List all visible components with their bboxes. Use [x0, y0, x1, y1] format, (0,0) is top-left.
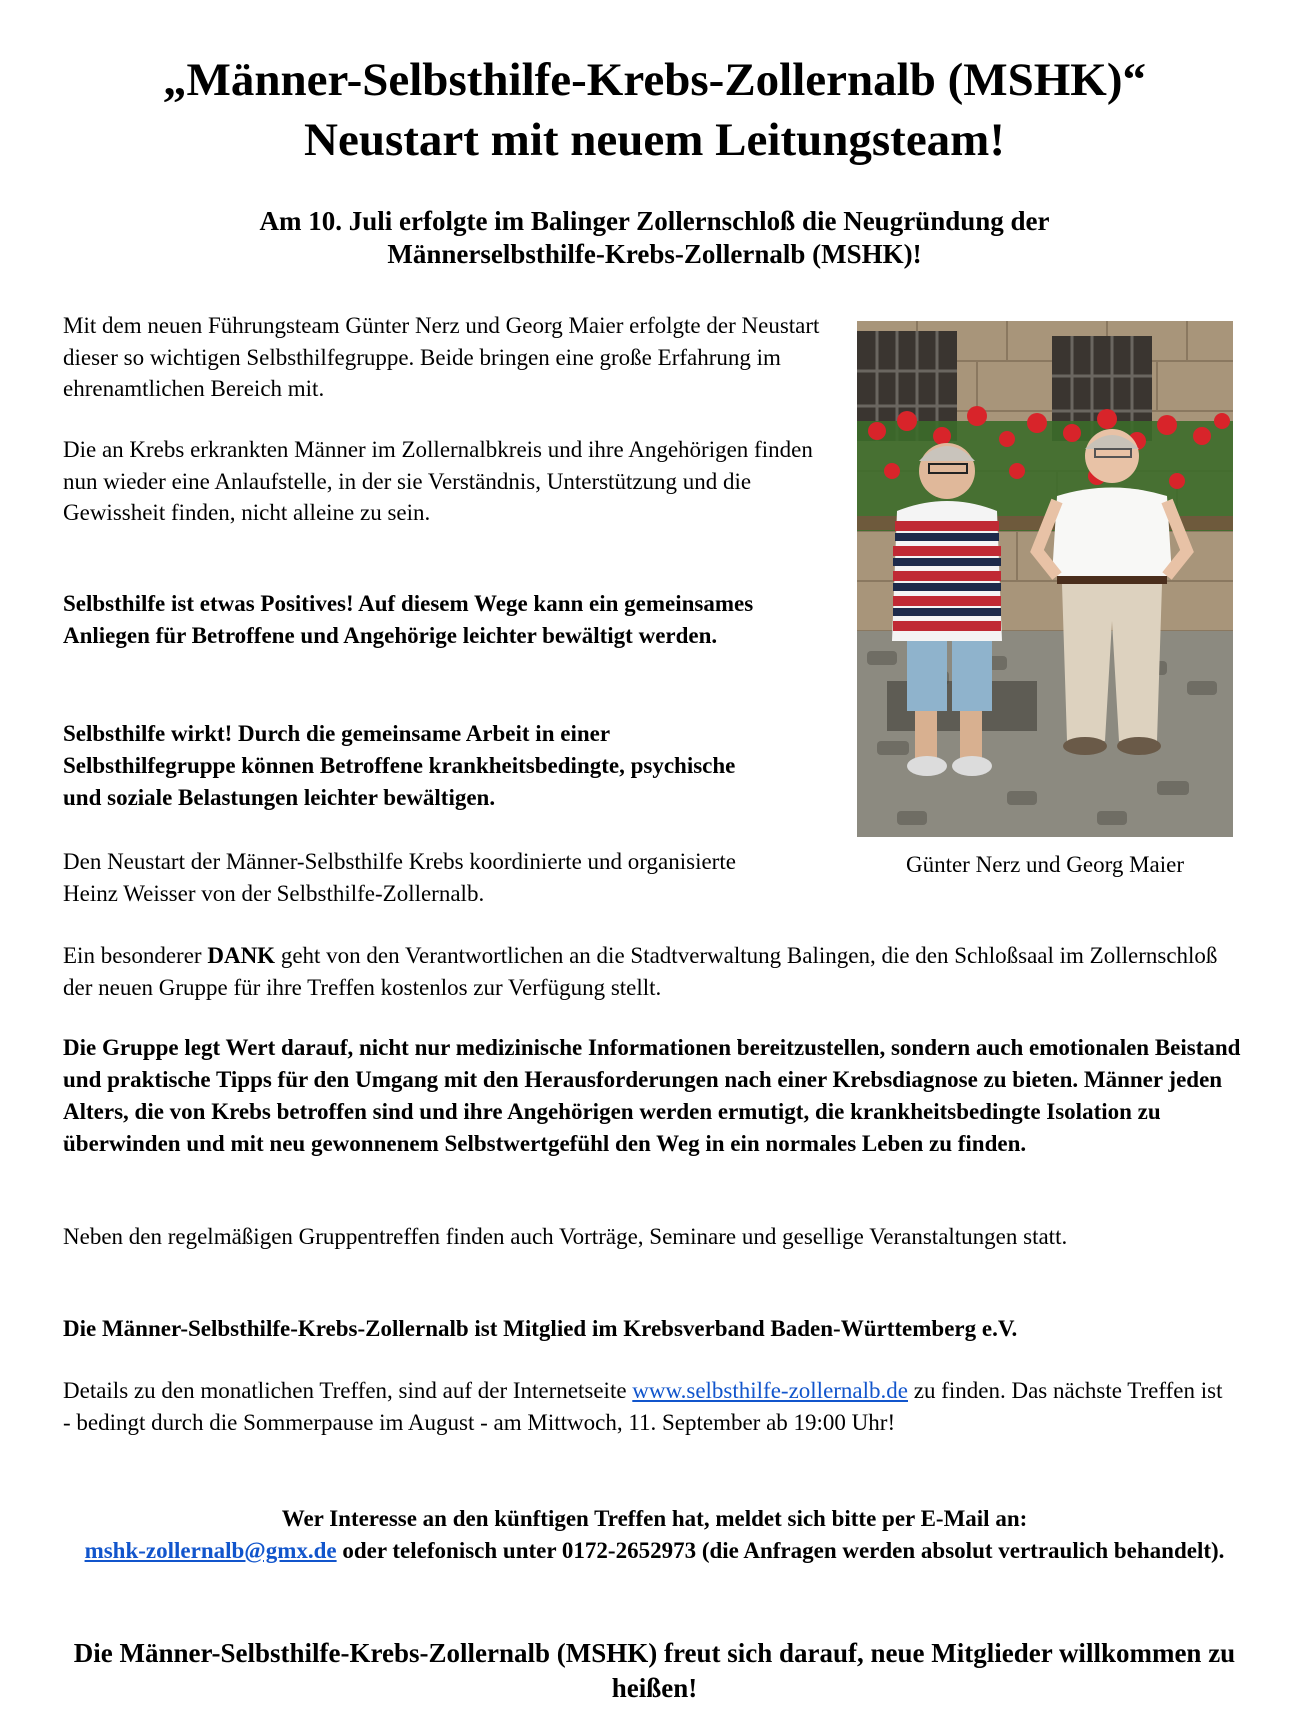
paragraph-self-help-works [63, 718, 763, 814]
closing-statement: Die Männer-Selbsthilfe-Krebs-Zollernalb (MSHK) freut sich darauf, neue Mitglieder willkommen zu heißen! [73, 1638, 1236, 1703]
paragraph-events: Neben den regelmäßigen Gruppentreffen finden auch Vorträge, Seminare und gesellige Veranstaltungen statt. [63, 1224, 1068, 1249]
thanks-dank: DANK [207, 943, 276, 968]
paragraph-thanks [63, 940, 1243, 1003]
meetings-text-b: zu finden. Das nächste Treffen ist - bedingt durch die Sommerpause im August - am Mittwoch, 11. September ab 19:00 Uhr! [63, 1378, 1223, 1435]
paragraph-group-mission: Die Gruppe legt Wert darauf, nicht nur medizinische Informationen bereitzustellen, sondern auch emotionalen Beistand und praktische Tipps für den Umgang mit den Herausforderungen nach einer Krebsdiagnose zu bieten. Männer jeden Alters, die von Krebs betroffen sind und ihre Angehörigen werden ermutigt, die krankheitsbedingte Isolation zu überwinden und mit neu gewonnenem Selbstwertgefühl den Weg in ein normales Leben zu finden. [63, 1035, 1241, 1156]
contact-phone-text: oder telefonisch unter 0172-2652973 (die Anfragen werden absolut vertraulich behandelt). [336, 1537, 1225, 1563]
contact-line-1: Wer Interesse an den künftigen Treffen hat, meldet sich bitte per E-Mail an: [281, 1506, 1028, 1531]
page-title [0, 50, 1309, 170]
paragraph-meetings [63, 1375, 1233, 1438]
self-help-works-period: . [489, 785, 496, 810]
self-help-works-bold: Selbsthilfe wirkt! Durch die gemeinsame Arbeit in einer Selbsthilfegruppe können Betroffene krankheitsbedingte, psychische und soziale Belastungen leichter bewältigen [63, 721, 736, 810]
photo-illustration [857, 321, 1233, 837]
paragraph-leadership: Mit dem neuen Führungsteam Günter Nerz und Georg Maier erfolgte der Neustart dieser so wichtigen Selbsthilfegruppe. Beide bringen eine große Erfahrung im ehrenamtlichen Bereich mit. [63, 313, 820, 401]
thanks-text-b: geht von den Verantwortlichen an die Stadtverwaltung Balingen, die den Schloßsaal im Zollernschloß der neuen Gruppe für ihre Treffen kostenlos zur Verfügung stellt. [63, 943, 1218, 1000]
thanks-text-a: Ein besonderer [63, 943, 208, 968]
paragraph-membership: Die Männer-Selbsthilfe-Krebs-Zollernalb ist Mitglied im Krebsverband Baden-Württemberg e.V. [63, 1316, 1018, 1341]
contact-line-2 [40, 1535, 1269, 1567]
paragraph-self-help-positive: Selbsthilfe ist etwas Positives! Auf diesem Wege kann ein gemeinsames Anliegen für Betroffene und Angehörige leichter bewältigt werden. [63, 591, 754, 648]
paragraph-contact-point: Die an Krebs erkrankten Männer im Zollernalbkreis und ihre Angehörigen finden nun wieder eine Anlaufstelle, in der sie Verständnis, Unterstützung und die Gewissheit finden, nicht alleine zu sein. [63, 437, 813, 525]
subtitle-line-2: Männerselbsthilfe-Krebs-Zollernalb (MSHK)! [387, 239, 922, 269]
contact-block [40, 1503, 1269, 1566]
meetings-text-a: Details zu den monatlichen Treffen, sind auf der Internetseite [63, 1378, 633, 1403]
title-line-1: „Männer-Selbsthilfe-Krebs-Zollernalb (MSHK)“ [162, 54, 1147, 106]
website-link[interactable]: www.selbsthilfe-zollernalb.de [632, 1378, 908, 1403]
email-link[interactable]: mshk-zollernalb@gmx.de [84, 1537, 337, 1563]
subtitle-line-1: Am 10. Juli erfolgte im Balinger Zollernschloß die Neugründung der [259, 206, 1050, 236]
subtitle [0, 205, 1309, 271]
title-line-2: Neustart mit neuem Leitungsteam! [304, 114, 1005, 166]
photo-leaders [857, 321, 1233, 837]
photo-caption: Günter Nerz und Georg Maier [905, 852, 1185, 877]
paragraph-coordination: Den Neustart der Männer-Selbsthilfe Krebs koordinierte und organisierte Heinz Weisser von der Selbsthilfe-Zollernalb. [63, 849, 736, 906]
